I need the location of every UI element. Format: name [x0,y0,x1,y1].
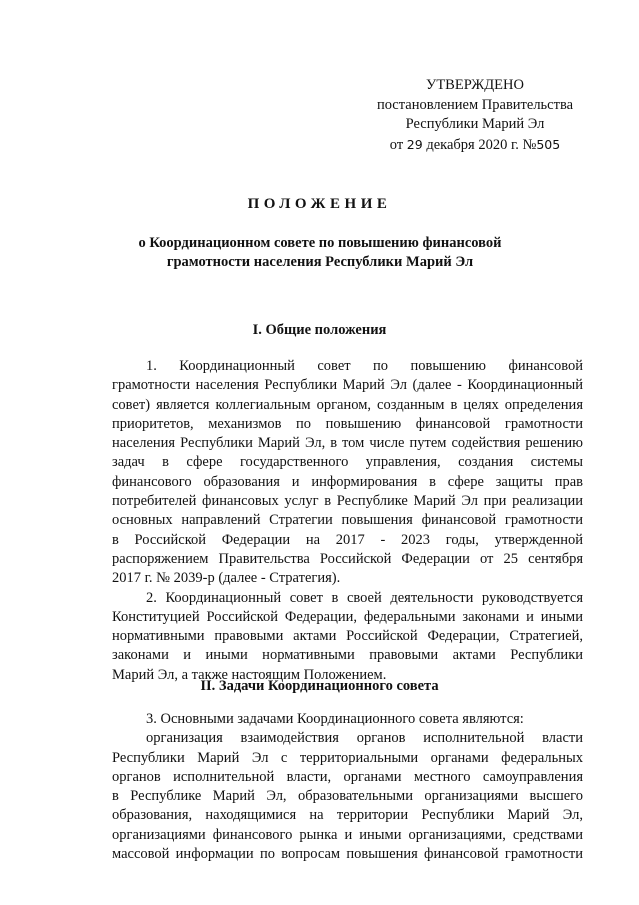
section-general-body [112,357,583,685]
text-line: в Российской Федерации на 2017 - 2023 годы, утвержденной [112,531,583,548]
text-line: нормативными правовыми актами Российской Федерации, Стратегией, [112,628,583,645]
approval-stamp [365,76,585,155]
document-subtitle [120,234,520,272]
section-heading-general: I. Общие положения [252,322,387,338]
text-line: приоритетов, механизмов по повышению финансовой грамотности [112,415,583,432]
text-line: Марий Эл, а также настоящим Положением. [112,666,387,683]
text-line: грамотности населения Республики Марий Эл (далее - Координационный [112,377,583,394]
text-line: задач в сфере государственного управления, создания системы [112,454,583,471]
text-line: 3. Основными задачами Координационного совета являются: [146,711,524,727]
section-tasks-body [112,710,583,864]
text-line: в Республике Марий Эл, образовательными организациями высшего [112,788,583,805]
section-heading-tasks: II. Задачи Координационного совета [200,678,439,694]
approval-resolution-line: постановлением Правительства [376,96,574,113]
document-title: ПОЛОЖЕНИЕ [247,196,392,212]
text-line: организациями финансового рынка и иными организациями, средствами [112,826,583,843]
approval-date-line [365,135,585,156]
approval-number: 505 [536,136,561,152]
text-line: законами и иными нормативными правовыми актами Республики [112,647,583,664]
text-line: организация взаимодействия органов исполнительной власти [146,730,583,747]
text-line: 1. Координационный совет по повышению финансовой [146,358,583,374]
text-line: органов исполнительной власти, органами местного самоуправления [112,768,583,785]
text-line: 2. Координационный совет в своей деятельности руководствуется [146,589,583,606]
text-line: массовой информации по вопросам повышения финансовой грамотности [112,846,583,863]
approval-date-rest: декабря 2020 г. № [426,136,537,153]
subtitle-line: грамотности населения Республики Марий Эл [166,254,474,270]
text-line: Конституцией Российской Федерации, федеральными законами и иными [112,608,583,625]
approval-approved-label: УТВЕРЖДЕНО [426,77,524,93]
approval-republic-line: Республики Марий Эл [405,116,545,132]
text-line: 2017 г. № 2039-р (далее - Стратегия). [112,570,341,587]
text-line: распоряжением Правительства Российской Федерации от 25 сентября [112,550,583,567]
text-line: потребителей финансовых услуг в Республике Марий Эл при реализации [112,493,583,510]
text-line: финансового образования и информирования в сфере защиты прав [112,473,583,490]
text-line: основных направлений Стратегии повышения финансовой грамотности [112,512,583,529]
approval-date-day: 29 [406,136,423,152]
text-line: образования, находящимися на территории Республики Марий Эл, [112,807,583,824]
subtitle-line: о Координационном совете по повышению финансовой [138,235,502,251]
text-line: населения Республики Марий Эл, в том числе путем содействия решению [112,435,583,452]
text-line: совет) является коллегиальным органом, созданным в целях определения [112,396,583,413]
text-line: Республики Марий Эл с территориальными органами федеральных [112,749,583,766]
approval-date-prefix: от [389,136,404,153]
